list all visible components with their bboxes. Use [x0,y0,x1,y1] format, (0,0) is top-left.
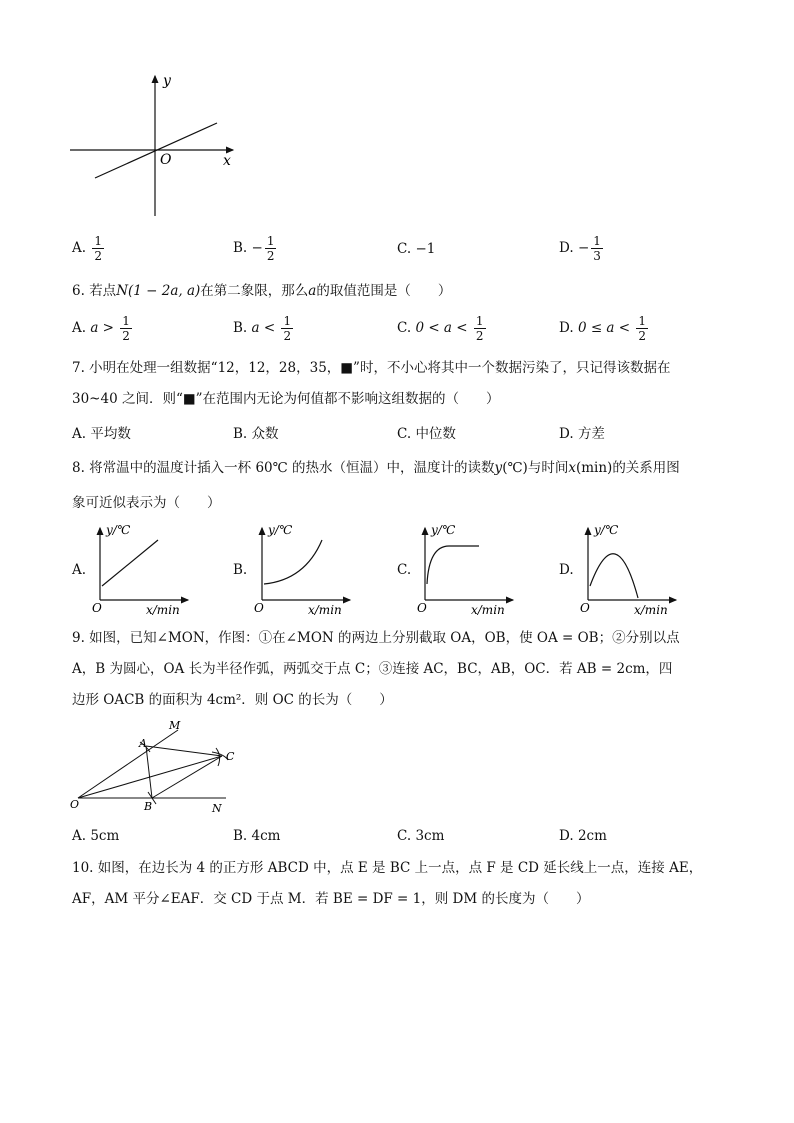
q6-point: N(1 − 2a, a) [116,283,201,299]
q6-question: 6. 若点N(1 − 2a, a)在第二象限，那么a的取值范围是（ ） [72,283,452,299]
q6-option-a[interactable]: A. a > $\frac{1}{2}$ [72,314,130,343]
q5-x-label: x [223,153,231,169]
q9-label-c: C [226,750,235,763]
q9-option-b[interactable]: B. 4cm [233,828,281,844]
q8-line-2: 象可近似表示为（ ） [72,495,221,511]
q5-y-label: y [163,73,171,89]
q8-graph-c[interactable] [413,518,523,618]
q8-a-x-label: x/min [146,603,180,617]
q9-label-n: N [212,802,222,815]
q9-line-1: 9. 如图，已知∠MON，作图：①在∠MON 的两边上分别截取 OA，OB，使 OA = OB；②分别以点 [72,630,680,646]
q5-option-b-fraction: $\frac{1}{2}$ [266,234,275,263]
q8-d-x-label: x/min [634,603,668,617]
q9-option-d[interactable]: D. 2cm [559,828,607,844]
q8-a-curve [102,540,158,586]
q9-label-o: O [70,798,80,811]
q9-line-2: A，B 为圆心，OA 长为半径作弧，两弧交于点 C；③连接 AC，BC，AB，OC．若 AB = 2cm，四 [72,661,673,677]
q8-graph-d[interactable] [576,518,686,618]
q8-c-origin: O [417,601,427,615]
q8-c-y-label: y/℃ [431,523,456,537]
q7-option-d[interactable]: D. 方差 [559,426,605,442]
q5-option-a[interactable]: A. $\frac{1}{2}$ [72,234,102,263]
q9-label-b: B [144,800,153,813]
q5-option-a-fraction: $\frac{1}{2}$ [94,234,102,263]
q8-option-b[interactable]: B. [233,562,248,578]
q9-label-a: A [139,737,147,750]
q10-line-1: 10. 如图，在边长为 4 的正方形 ABCD 中，点 E 是 BC 上一点，点 F 是 CD 延长线上一点，连接 AE， [72,860,703,876]
q9-construction-figure [66,716,246,816]
q7-option-c[interactable]: C. 中位数 [397,426,456,442]
q8-graph-a[interactable] [88,518,198,618]
q8-graph-b[interactable] [250,518,360,618]
q7-line-1: 7. 小明在处理一组数据“12，12，28，35，■”时，不小心将其中一个数据污染了，只记得该数据在 [72,360,671,376]
q8-c-curve [427,546,479,584]
q8-option-d[interactable]: D. [559,562,574,578]
q5-option-d-fraction: $\frac{1}{3}$ [593,234,601,263]
q6-option-c[interactable]: C. 0 < a < $\frac{1}{2}$ [397,314,484,343]
q5-line-graph [65,68,245,223]
q8-b-y-label: y/℃ [268,523,293,537]
q8-option-c[interactable]: C. [397,562,412,578]
q8-d-curve [590,554,638,598]
q8-line-1: 8. 将常温中的温度计插入一杯 60℃ 的热水（恒温）中，温度计的读数y(℃)与时间x(min)的关系用图 [72,460,680,476]
q8-c-x-label: x/min [471,603,505,617]
q7-option-b[interactable]: B. 众数 [233,426,279,442]
q6-option-d[interactable]: D. 0 ≤ a < $\frac{1}{2}$ [559,314,647,343]
q8-b-origin: O [254,601,264,615]
q9-line-3: 边形 OACB 的面积为 4cm²．则 OC 的长为（ ） [72,692,393,708]
q7-line-2: 30~40 之间．则“■”在范围内无论为何值都不影响这组数据的（ ） [72,391,500,407]
q9-label-m: M [169,719,181,732]
q8-a-origin: O [92,601,102,615]
q8-option-a[interactable]: A. [72,562,87,578]
q5-option-c[interactable]: C. −1 [397,241,436,257]
q8-d-origin: O [580,601,590,615]
q5-option-b[interactable]: B. − $\frac{1}{2}$ [233,234,275,263]
q9-option-a[interactable]: A. 5cm [72,828,120,844]
q8-b-curve [264,540,322,584]
q9-option-c[interactable]: C. 3cm [397,828,445,844]
q8-d-y-label: y/℃ [594,523,619,537]
q8-b-x-label: x/min [308,603,342,617]
q6-option-b[interactable]: B. a < $\frac{1}{2}$ [233,314,292,343]
q5-origin-label: O [160,152,172,168]
q8-a-y-label: y/℃ [106,523,131,537]
q10-line-2: AF，AM 平分∠EAF．交 CD 于点 M．若 BE = DF = 1，则 DM 的长度为（ ） [72,891,590,907]
q7-option-a[interactable]: A. 平均数 [72,426,131,442]
q5-option-d[interactable]: D. − $\frac{1}{3}$ [559,234,601,263]
